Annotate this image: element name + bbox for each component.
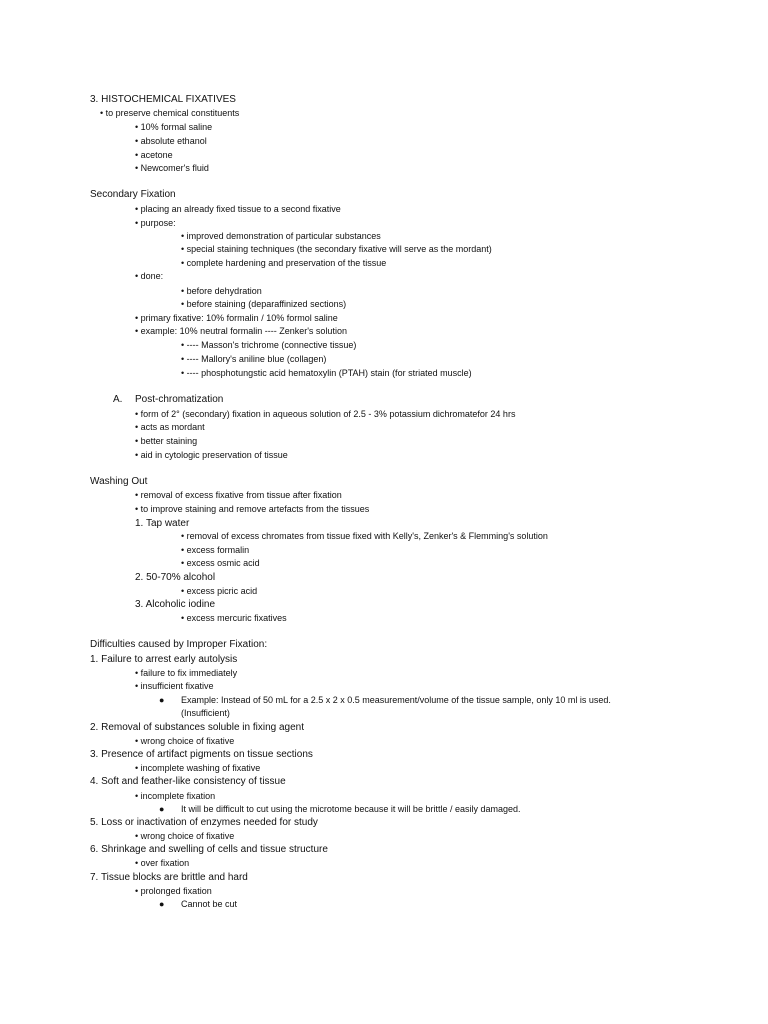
text-line: • improved demonstration of particular substances (181, 231, 381, 241)
text-line: • prolonged fixation (135, 886, 212, 896)
text-line: 1. Failure to arrest early autolysis (90, 654, 238, 665)
text-line: • acts as mordant (135, 422, 205, 432)
text-line: • excess picric acid (181, 586, 258, 596)
text-line: • special staining techniques (the secondary fixative will serve as the mordant) (181, 244, 492, 254)
text-line: (Insufficient) (181, 708, 230, 718)
text-line: 5. Loss or inactivation of enzymes needed for study (90, 817, 318, 828)
text-line: • wrong choice of fixative (135, 831, 235, 841)
text-line: 3. Presence of artifact pigments on tissue sections (90, 749, 313, 760)
text-line: 7. Tissue blocks are brittle and hard (90, 872, 248, 883)
text-line: • placing an already fixed tissue to a second fixative (135, 204, 341, 214)
text-line: • incomplete washing of fixative (135, 763, 261, 773)
text-line: • Newcomer's fluid (135, 163, 209, 173)
text-line: • excess mercuric fixatives (181, 613, 287, 623)
text-line: • wrong choice of fixative (135, 736, 235, 746)
text-line: • done: (135, 271, 164, 281)
bullet-dot: ● (159, 804, 165, 814)
text-line: • better staining (135, 436, 198, 446)
text-line: Difficulties caused by Improper Fixation: (90, 639, 268, 650)
text-line: It will be difficult to cut using the microtome because it will be brittle / easily damaged. (181, 804, 521, 814)
text-line: • excess osmic acid (181, 558, 260, 568)
text-line: • example: 10% neutral formalin ---- Zenker's solution (135, 326, 347, 336)
text-line: Cannot be cut (181, 899, 238, 909)
text-line: Example: Instead of 50 mL for a 2.5 x 2 x 0.5 measurement/volume of the tissue sample, only 10 ml is used. (181, 695, 611, 705)
text-line: • failure to fix immediately (135, 668, 238, 678)
text-line: 2. 50-70% alcohol (135, 572, 216, 583)
text-line: • purpose: (135, 218, 176, 228)
text-line: 1. Tap water (135, 518, 190, 529)
text-line: • over fixation (135, 858, 190, 868)
text-line: 3. HISTOCHEMICAL FIXATIVES (90, 94, 236, 105)
text-line: • aid in cytologic preservation of tissue (135, 450, 288, 460)
text-line: • removal of excess fixative from tissue after fixation (135, 490, 342, 500)
text-line: • before dehydration (181, 286, 262, 296)
text-line: • incomplete fixation (135, 791, 216, 801)
text-line: • ---- Masson's trichrome (connective tissue) (181, 340, 357, 350)
text-line: Secondary Fixation (90, 189, 176, 200)
text-line: Post-chromatization (135, 394, 224, 405)
text-line: 3. Alcoholic iodine (135, 599, 216, 610)
text-line: • 10% formal saline (135, 122, 213, 132)
bullet-dot: ● (159, 695, 165, 705)
text-line: • ---- phosphotungstic acid hematoxylin (PTAH) stain (for striated muscle) (181, 368, 472, 378)
text-line: 4. Soft and feather-like consistency of tissue (90, 776, 286, 787)
bullet-dot: ● (159, 899, 165, 909)
text-line: • to improve staining and remove artefacts from the tissues (135, 504, 370, 514)
text-line: • complete hardening and preservation of the tissue (181, 258, 387, 268)
text-line: • form of 2° (secondary) fixation in aqueous solution of 2.5 - 3% potassium dichromatefor 24 hrs (135, 409, 516, 419)
text-line: • primary fixative: 10% formalin / 10% formol saline (135, 313, 338, 323)
text-line: • to preserve chemical constituents (100, 108, 240, 118)
text-line: 6. Shrinkage and swelling of cells and tissue structure (90, 844, 328, 855)
text-line: • removal of excess chromates from tissue fixed with Kelly's, Zenker's & Flemming's solution (181, 531, 548, 541)
text-line: A. (113, 394, 123, 405)
text-line: • excess formalin (181, 545, 250, 555)
text-line: • absolute ethanol (135, 136, 207, 146)
text-line: • acetone (135, 150, 173, 160)
text-line: Washing Out (90, 476, 148, 487)
text-line: 2. Removal of substances soluble in fixing agent (90, 722, 305, 733)
text-line: • ---- Mallory's aniline blue (collagen) (181, 354, 327, 364)
text-line: • insufficient fixative (135, 681, 214, 691)
text-line: • before staining (deparaffinized sections) (181, 299, 347, 309)
